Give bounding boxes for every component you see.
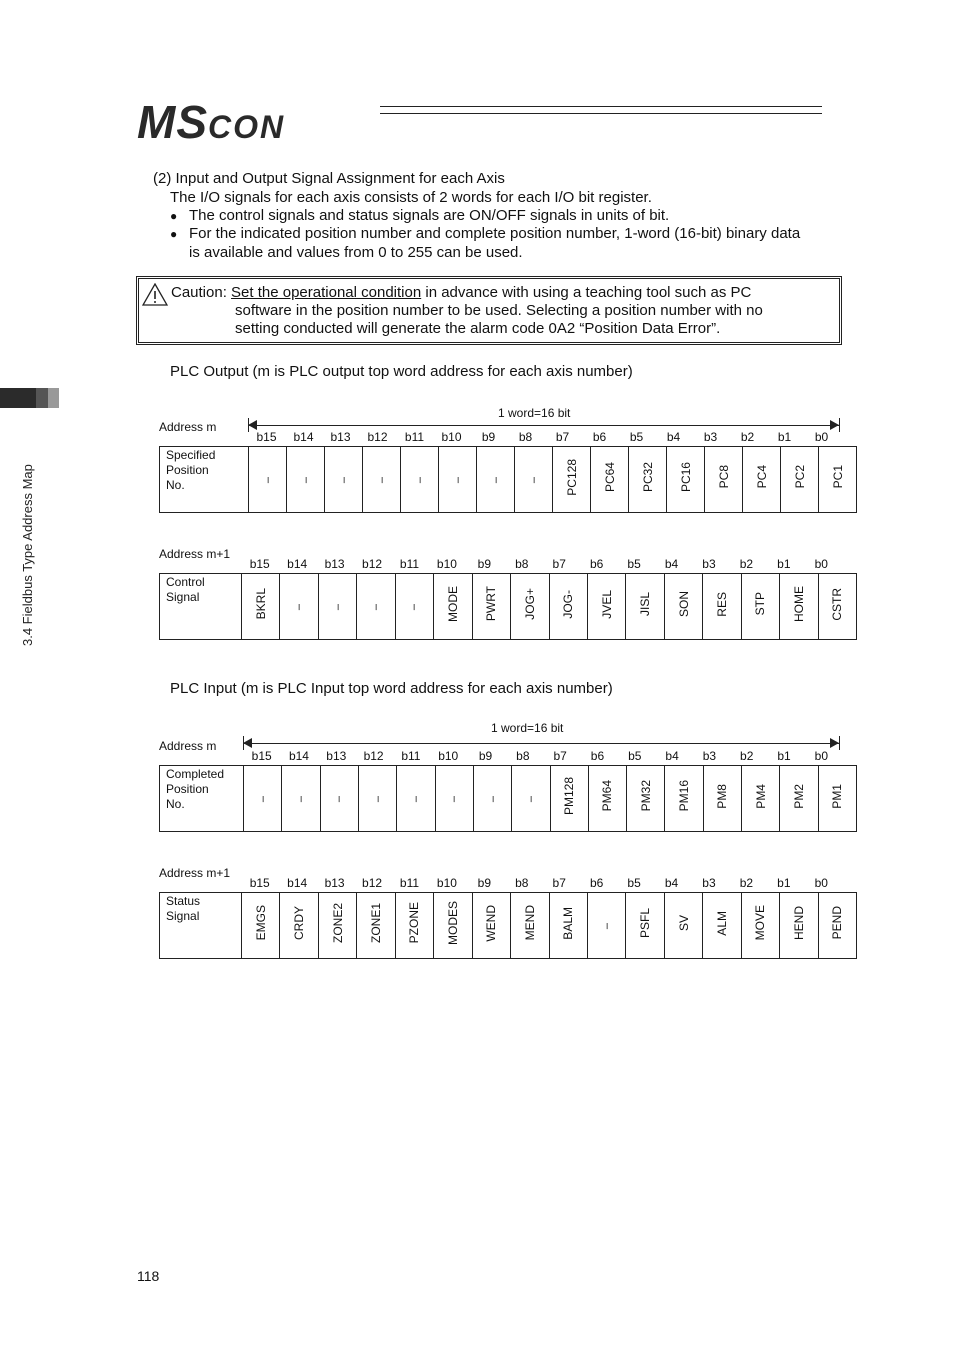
signal-label: – xyxy=(448,796,461,803)
address-label: Address m+1 xyxy=(159,866,231,880)
signal-label: – xyxy=(337,477,350,484)
bit-cell xyxy=(511,574,549,640)
bit-cell xyxy=(588,766,626,832)
bit-cell xyxy=(664,574,702,640)
caution-line3: setting conducted will generate the alarm code 0A2 “Position Data Error”. xyxy=(235,320,721,337)
bit-cell xyxy=(780,766,818,832)
bit-label: b2 xyxy=(740,749,754,763)
table-row xyxy=(160,893,857,959)
signal-label: – xyxy=(486,796,499,803)
signal-label: PZONE xyxy=(407,902,422,944)
bit-label: b12 xyxy=(367,430,388,444)
arrow-tick-left xyxy=(243,736,244,750)
bit-label: b15 xyxy=(249,876,270,890)
bit-label: b5 xyxy=(628,749,642,763)
bit-cell xyxy=(703,893,741,959)
row-name-cell xyxy=(160,893,242,959)
bit-cell xyxy=(435,766,473,832)
bit-label: b1 xyxy=(777,430,792,444)
signal-label: HOME xyxy=(791,586,806,622)
completed-position-table xyxy=(159,765,857,832)
bit-label: b11 xyxy=(399,557,420,571)
signal-label: – xyxy=(451,477,464,484)
bit-cell xyxy=(320,766,358,832)
row-name-cell xyxy=(160,766,244,832)
bit-label: b10 xyxy=(436,557,457,571)
bit-cell xyxy=(703,766,741,832)
bit-cell xyxy=(705,447,743,513)
bit-header-row xyxy=(248,430,840,444)
signal-label: – xyxy=(489,477,502,484)
signal-label: – xyxy=(331,604,344,611)
caution-line1: in advance with using a teaching tool such as PC xyxy=(421,284,752,301)
bit-cell xyxy=(818,893,856,959)
bit-label: b6 xyxy=(590,749,605,763)
bit-cell xyxy=(626,574,664,640)
signal-label: BKRL xyxy=(253,588,268,620)
bit-cell xyxy=(363,447,401,513)
specified-position-table xyxy=(159,446,857,513)
signal-label: HEND xyxy=(791,905,806,940)
bit-cell xyxy=(358,766,396,832)
signal-label: RES xyxy=(714,591,729,617)
row-name-line: Position xyxy=(166,463,209,477)
signal-label: JISL xyxy=(638,591,653,616)
bit-label: b14 xyxy=(293,430,314,444)
side-tab-mid xyxy=(36,388,48,408)
signal-label: EMGS xyxy=(253,905,268,941)
bit-label: b2 xyxy=(739,876,754,890)
bit-label: b2 xyxy=(739,557,754,571)
bit-label: b7 xyxy=(552,557,566,571)
bit-cell xyxy=(515,447,553,513)
mscon-logo xyxy=(137,95,285,149)
arrow-tick-right xyxy=(839,736,840,750)
signal-label: – xyxy=(370,604,383,611)
signal-label: PM128 xyxy=(562,776,577,816)
bit-label: b3 xyxy=(702,876,716,890)
bit-cell xyxy=(587,574,625,640)
caution-underlined: Set the operational condition xyxy=(231,284,422,301)
bit-cell xyxy=(667,447,705,513)
bit-cell xyxy=(472,574,510,640)
bit-cell xyxy=(434,893,472,959)
bit-cell xyxy=(780,893,818,959)
bit-cell xyxy=(280,574,318,640)
section-heading: (2) Input and Output Signal Assignment for each Axis xyxy=(153,170,505,187)
bit-cell xyxy=(357,574,395,640)
row-name-line: Specified xyxy=(166,448,216,462)
bit-label: b6 xyxy=(592,430,607,444)
bit-cell xyxy=(325,447,363,513)
bit-label: b4 xyxy=(665,749,679,763)
signal-label: – xyxy=(261,477,274,484)
word-label: 1 word=16 bit xyxy=(498,406,571,420)
signal-label: – xyxy=(375,477,388,484)
bit-label: b13 xyxy=(326,749,347,763)
signal-label: PC64 xyxy=(602,461,617,493)
bit-label: b12 xyxy=(362,876,383,890)
bit-cell xyxy=(741,574,779,640)
logo-con: CON xyxy=(208,109,286,145)
bit-header-row xyxy=(241,557,840,571)
bit-cell xyxy=(318,574,356,640)
signal-label: PC1 xyxy=(830,465,845,489)
signal-label: – xyxy=(408,604,421,611)
signal-label: – xyxy=(333,796,346,803)
bit-label: b15 xyxy=(249,557,270,571)
bit-cell xyxy=(553,447,591,513)
bit-label: b9 xyxy=(481,430,496,444)
bit-label: b13 xyxy=(330,430,351,444)
bullet-continuation: is available and values from 0 to 255 can be used. xyxy=(189,244,523,261)
signal-label: PEND xyxy=(830,906,845,940)
plc-input-title: PLC Input (m is PLC Input top word address for each axis number) xyxy=(170,680,613,697)
bit-label: b11 xyxy=(404,430,425,444)
signal-label: PM2 xyxy=(792,783,807,809)
bit-label: b8 xyxy=(518,430,533,444)
signal-label: – xyxy=(256,796,269,803)
row-name-line: No. xyxy=(166,478,185,492)
signal-label: MEND xyxy=(522,905,537,941)
bit-label: b8 xyxy=(516,749,530,763)
bit-label: b4 xyxy=(664,876,679,890)
bit-label: b9 xyxy=(477,876,492,890)
bullet-item: ● For the indicated position number and complete position number, 1-word (16-bit) binary data xyxy=(189,225,800,242)
side-tab-dark xyxy=(0,388,36,408)
table-row xyxy=(160,574,857,640)
bit-label: b0 xyxy=(814,749,829,763)
bit-cell xyxy=(511,893,549,959)
bit-label: b8 xyxy=(515,876,529,890)
bit-cell xyxy=(282,766,320,832)
bit-label: b10 xyxy=(438,749,459,763)
bit-cell xyxy=(591,447,629,513)
signal-label: BALM xyxy=(561,906,576,940)
bit-cell xyxy=(626,893,664,959)
address-label: Address m xyxy=(159,739,217,753)
header-rule-bottom xyxy=(380,113,822,114)
status-signal-table xyxy=(159,892,857,959)
row-name-line: No. xyxy=(166,797,185,811)
bit-label: b15 xyxy=(256,430,277,444)
signal-label: SON xyxy=(676,590,691,617)
bit-cell xyxy=(512,766,550,832)
row-name-line: Completed xyxy=(166,767,225,781)
bit-cell xyxy=(287,447,325,513)
logo-ms: MS xyxy=(137,96,208,148)
row-name-line: Status xyxy=(166,894,201,908)
signal-label: PC4 xyxy=(754,465,769,489)
bit-cell xyxy=(743,447,781,513)
word-label: 1 word=16 bit xyxy=(491,721,564,735)
signal-label: PM32 xyxy=(638,780,653,812)
bit-cell xyxy=(244,766,282,832)
signal-label: – xyxy=(600,923,613,930)
bit-label: b14 xyxy=(287,876,308,890)
signal-label: WEND xyxy=(484,904,499,942)
signal-label: PC2 xyxy=(792,465,807,489)
signal-label: PC8 xyxy=(716,465,731,489)
bit-cell xyxy=(434,574,472,640)
bit-label: b4 xyxy=(666,430,681,444)
bit-label: b9 xyxy=(477,557,492,571)
signal-label: PC16 xyxy=(678,461,693,493)
row-name-line: Signal xyxy=(166,909,200,923)
bit-label: b10 xyxy=(436,876,457,890)
signal-label: – xyxy=(293,604,306,611)
row-name-line: Control xyxy=(166,575,205,589)
bit-cell xyxy=(242,574,280,640)
bit-cell xyxy=(629,447,667,513)
bit-label: b4 xyxy=(664,557,679,571)
bit-label: b7 xyxy=(555,430,570,444)
word-span-arrow xyxy=(248,425,839,426)
bit-label: b3 xyxy=(702,749,717,763)
word-span-arrow xyxy=(243,743,839,744)
bit-cell xyxy=(818,574,856,640)
signal-label: – xyxy=(527,477,540,484)
bit-label: b15 xyxy=(251,749,272,763)
bit-label: b9 xyxy=(478,749,493,763)
bit-label: b8 xyxy=(515,557,529,571)
bit-cell xyxy=(473,766,511,832)
bit-cell xyxy=(818,766,856,832)
caution-line2: software in the position number to be used. Selecting a position number with no xyxy=(235,302,763,319)
signal-label: PM4 xyxy=(753,783,768,809)
bit-cell xyxy=(703,574,741,640)
bit-cell xyxy=(397,766,435,832)
signal-label: ALM xyxy=(714,910,729,936)
signal-label: ZONE2 xyxy=(330,902,345,943)
signal-label: CRDY xyxy=(292,905,307,940)
bit-cell xyxy=(439,447,477,513)
signal-label: CSTR xyxy=(830,587,845,621)
bit-label: b13 xyxy=(324,876,345,890)
signal-label: PM8 xyxy=(715,783,730,809)
header-rule-top xyxy=(380,106,822,107)
signal-label: – xyxy=(294,796,307,803)
signal-label: PM16 xyxy=(677,780,692,812)
address-label: Address m xyxy=(159,420,217,434)
bit-header-row xyxy=(241,876,840,890)
address-label: Address m+1 xyxy=(159,547,231,561)
bit-cell xyxy=(242,893,280,959)
bit-label: b0 xyxy=(814,430,829,444)
signal-label: PC32 xyxy=(640,461,655,493)
section-side-label: 3.4 Fieldbus Type Address Map xyxy=(20,464,35,646)
signal-label: SV xyxy=(676,914,691,931)
bit-label: b3 xyxy=(702,557,716,571)
bit-cell xyxy=(395,893,433,959)
signal-label: – xyxy=(299,477,312,484)
signal-label: MODES xyxy=(445,900,460,945)
bit-label: b11 xyxy=(399,876,420,890)
bit-label: b13 xyxy=(324,557,345,571)
bit-header-row xyxy=(243,749,840,763)
bit-label: b11 xyxy=(401,749,421,763)
control-signal-table xyxy=(159,573,857,640)
row-name-cell xyxy=(160,574,242,640)
warning-icon xyxy=(142,283,168,306)
bit-cell xyxy=(627,766,665,832)
bit-cell xyxy=(819,447,857,513)
row-name-cell xyxy=(160,447,249,513)
bit-label: b14 xyxy=(288,749,309,763)
bit-cell xyxy=(665,766,703,832)
bit-cell xyxy=(318,893,356,959)
bit-cell xyxy=(780,574,818,640)
bit-label: b1 xyxy=(777,749,791,763)
bit-label: b0 xyxy=(814,876,828,890)
signal-label: PC128 xyxy=(564,458,579,496)
table-row xyxy=(160,447,857,513)
bit-cell xyxy=(550,766,588,832)
bit-cell xyxy=(357,893,395,959)
bit-label: b0 xyxy=(814,557,828,571)
signal-label: PM64 xyxy=(600,780,615,812)
bit-label: b14 xyxy=(287,557,308,571)
bit-cell xyxy=(587,893,625,959)
bit-cell xyxy=(742,766,780,832)
row-name-line: Position xyxy=(166,782,209,796)
signal-label: ZONE1 xyxy=(369,902,384,943)
caution-label: Caution: xyxy=(171,284,227,301)
bit-cell xyxy=(664,893,702,959)
signal-label: STP xyxy=(753,592,768,616)
intro-line: The I/O signals for each axis consists of 2 words for each I/O bit register. xyxy=(170,189,652,206)
signal-label: – xyxy=(413,477,426,484)
signal-label: JVEL xyxy=(599,589,614,619)
bit-label: b6 xyxy=(589,876,604,890)
side-tab-light xyxy=(48,388,59,408)
plc-output-title: PLC Output (m is PLC output top word address for each axis number) xyxy=(170,363,633,380)
bit-cell xyxy=(395,574,433,640)
signal-label: PSFL xyxy=(638,907,653,938)
signal-label: MODE xyxy=(445,586,460,622)
bit-cell xyxy=(549,574,587,640)
page-number: 118 xyxy=(137,1268,160,1284)
bullet-item: ● The control signals and status signals are ON/OFF signals in units of bit. xyxy=(189,207,669,224)
bit-label: b2 xyxy=(740,430,755,444)
signal-label: – xyxy=(371,796,384,803)
bit-label: b6 xyxy=(589,557,604,571)
bit-label: b1 xyxy=(777,557,791,571)
bit-cell xyxy=(249,447,287,513)
bit-cell xyxy=(549,893,587,959)
bit-cell xyxy=(781,447,819,513)
row-name-line: Signal xyxy=(166,590,200,604)
signal-label: MOVE xyxy=(753,905,768,941)
bit-label: b5 xyxy=(627,557,641,571)
bit-label: b5 xyxy=(627,876,641,890)
bit-label: b10 xyxy=(441,430,462,444)
table-row xyxy=(160,766,857,832)
bit-label: b7 xyxy=(553,749,567,763)
bit-cell xyxy=(401,447,439,513)
signal-label: JOG- xyxy=(561,589,576,619)
bit-cell xyxy=(472,893,510,959)
signal-label: PM1 xyxy=(830,783,845,809)
signal-label: JOG+ xyxy=(522,588,537,620)
signal-label: – xyxy=(524,796,537,803)
signal-label: PWRT xyxy=(484,586,499,622)
caution-box xyxy=(136,276,842,345)
signal-label: – xyxy=(409,796,422,803)
bit-label: b3 xyxy=(703,430,718,444)
bit-label: b5 xyxy=(629,430,644,444)
bit-label: b7 xyxy=(552,876,566,890)
bit-label: b12 xyxy=(363,749,384,763)
bit-cell xyxy=(477,447,515,513)
bit-cell xyxy=(280,893,318,959)
bit-label: b12 xyxy=(362,557,383,571)
bit-cell xyxy=(741,893,779,959)
bit-label: b1 xyxy=(777,876,791,890)
